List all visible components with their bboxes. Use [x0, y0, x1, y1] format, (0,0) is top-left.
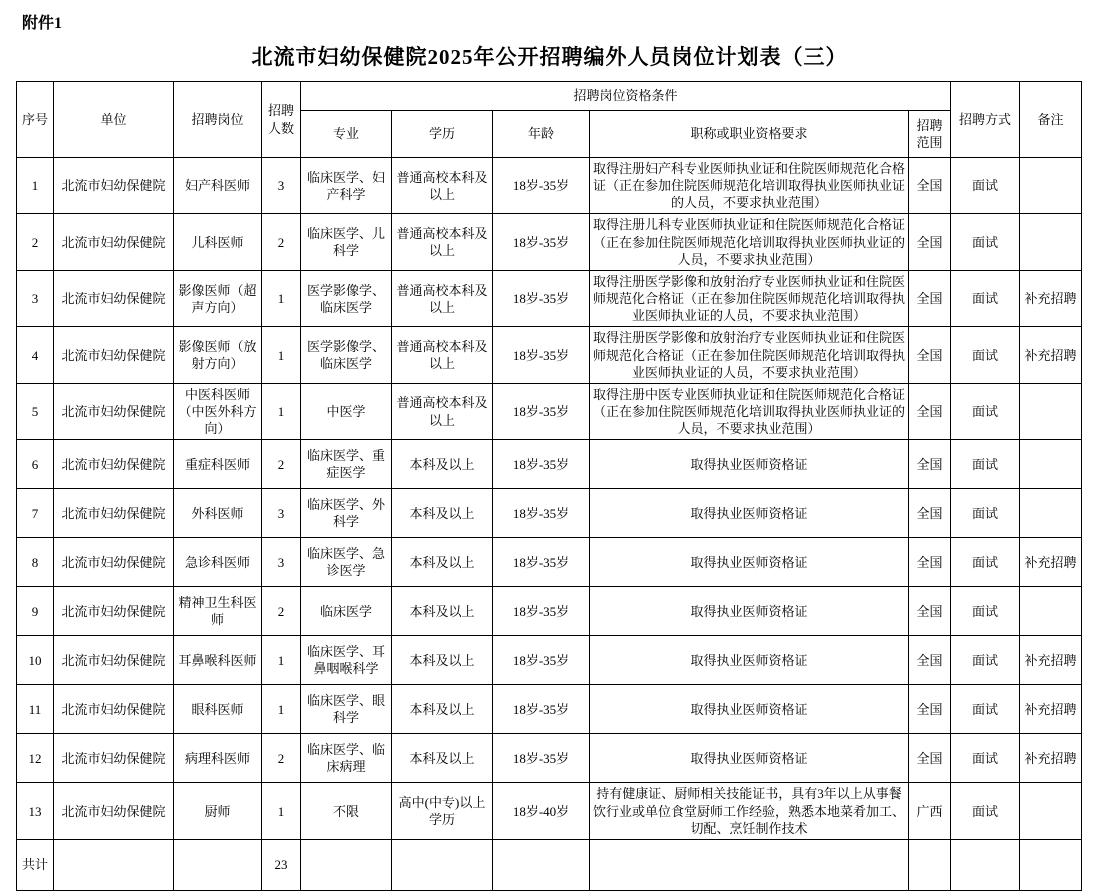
cell-age: 18岁-35岁: [493, 383, 590, 439]
header-row-1: [17, 82, 1082, 111]
cell-remark: 补充招聘: [1020, 636, 1082, 685]
cell-major: 临床医学、眼科学: [301, 685, 392, 734]
cell-remark: [1020, 839, 1082, 890]
cell-seq: 10: [17, 636, 54, 685]
cell-requirement: 取得执业医师资格证: [590, 538, 909, 587]
cell-remark: [1020, 587, 1082, 636]
cell-age: [493, 839, 590, 890]
cell-requirement: 取得执业医师资格证: [590, 734, 909, 783]
cell-education: 普通高校本科及以上: [392, 158, 493, 214]
cell-scope: 广西: [909, 783, 951, 839]
cell-scope: 全国: [909, 685, 951, 734]
table-row: [17, 538, 1082, 587]
cell-requirement: 取得注册中医专业医师执业证和住院医师规范化合格证（正在参加住院医师规范化培训取得执业医师执业证的人员，不要求执业范围）: [590, 383, 909, 439]
cell-remark: 补充招聘: [1020, 327, 1082, 383]
cell-education: 本科及以上: [392, 685, 493, 734]
cell-unit: 北流市妇幼保健院: [54, 685, 174, 734]
table-row: [17, 214, 1082, 270]
cell-unit: 北流市妇幼保健院: [54, 158, 174, 214]
cell-education: [392, 839, 493, 890]
cell-seq: 1: [17, 158, 54, 214]
header-age: 年龄: [493, 111, 590, 158]
cell-post: 影像医师（超声方向）: [174, 270, 262, 326]
header-post: 招聘岗位: [174, 82, 262, 158]
cell-age: 18岁-35岁: [493, 636, 590, 685]
cell-method: 面试: [951, 383, 1020, 439]
cell-requirement: 取得执业医师资格证: [590, 489, 909, 538]
cell-age: 18岁-35岁: [493, 440, 590, 489]
table-row: [17, 158, 1082, 214]
cell-age: 18岁-35岁: [493, 158, 590, 214]
cell-post: 影像医师（放射方向）: [174, 327, 262, 383]
cell-major: 临床医学、妇产科学: [301, 158, 392, 214]
cell-count: 2: [262, 734, 301, 783]
cell-count: 3: [262, 158, 301, 214]
table-row: [17, 270, 1082, 326]
cell-major: 中医学: [301, 383, 392, 439]
cell-requirement: 取得执业医师资格证: [590, 440, 909, 489]
cell-remark: 补充招聘: [1020, 270, 1082, 326]
cell-post: 妇产科医师: [174, 158, 262, 214]
cell-post: 儿科医师: [174, 214, 262, 270]
cell-major: 临床医学、儿科学: [301, 214, 392, 270]
cell-age: 18岁-35岁: [493, 734, 590, 783]
cell-method: 面试: [951, 327, 1020, 383]
header-unit: 单位: [54, 82, 174, 158]
page-title: 北流市妇幼保健院2025年公开招聘编外人员岗位计划表（三）: [251, 45, 848, 69]
cell-remark: [1020, 158, 1082, 214]
cell-major: 临床医学: [301, 587, 392, 636]
cell-post: 病理科医师: [174, 734, 262, 783]
cell-requirement: 取得注册医学影像和放射治疗专业医师执业证和住院医师规范化合格证（正在参加住院医师规范化培训取得执业医师执业证的人员，不要求执业范围）: [590, 270, 909, 326]
cell-scope: 全国: [909, 383, 951, 439]
cell-requirement: 取得执业医师资格证: [590, 636, 909, 685]
cell-count: 1: [262, 383, 301, 439]
cell-unit: 北流市妇幼保健院: [54, 489, 174, 538]
cell-remark: 补充招聘: [1020, 734, 1082, 783]
cell-post: 眼科医师: [174, 685, 262, 734]
cell-method: 面试: [951, 440, 1020, 489]
cell-method: 面试: [951, 783, 1020, 839]
cell-major: 临床医学、重症医学: [301, 440, 392, 489]
cell-seq: 5: [17, 383, 54, 439]
cell-scope: 全国: [909, 538, 951, 587]
cell-seq: 3: [17, 270, 54, 326]
cell-unit: [54, 839, 174, 890]
cell-major: 不限: [301, 783, 392, 839]
cell-education: 本科及以上: [392, 734, 493, 783]
cell-method: [951, 839, 1020, 890]
cell-post: 耳鼻喉科医师: [174, 636, 262, 685]
cell-count: 2: [262, 587, 301, 636]
header-qual-group: 招聘岗位资格条件: [301, 82, 951, 111]
cell-requirement: 取得注册儿科专业医师执业证和住院医师规范化合格证（正在参加住院医师规范化培训取得执业医师执业证的人员，不要求执业范围）: [590, 214, 909, 270]
cell-major: 临床医学、耳鼻咽喉科学: [301, 636, 392, 685]
cell-unit: 北流市妇幼保健院: [54, 538, 174, 587]
cell-major: 医学影像学、临床医学: [301, 270, 392, 326]
cell-education: 普通高校本科及以上: [392, 214, 493, 270]
header-count: 招聘人数: [262, 82, 301, 158]
header-remark: 备注: [1020, 82, 1082, 158]
cell-unit: 北流市妇幼保健院: [54, 270, 174, 326]
cell-post: 外科医师: [174, 489, 262, 538]
cell-age: 18岁-35岁: [493, 327, 590, 383]
cell-education: 本科及以上: [392, 636, 493, 685]
header-major: 专业: [301, 111, 392, 158]
cell-education: 普通高校本科及以上: [392, 270, 493, 326]
table-row: [17, 383, 1082, 439]
cell-education: 本科及以上: [392, 440, 493, 489]
cell-method: 面试: [951, 489, 1020, 538]
cell-age: 18岁-35岁: [493, 685, 590, 734]
cell-age: 18岁-35岁: [493, 587, 590, 636]
cell-seq: 8: [17, 538, 54, 587]
cell-requirement: 取得执业医师资格证: [590, 587, 909, 636]
table-row: [17, 587, 1082, 636]
cell-scope: [909, 839, 951, 890]
cell-scope: 全国: [909, 734, 951, 783]
cell-scope: 全国: [909, 587, 951, 636]
cell-education: 本科及以上: [392, 587, 493, 636]
cell-post: 厨师: [174, 783, 262, 839]
cell-seq: 12: [17, 734, 54, 783]
cell-post: 中医科医师（中医外科方向）: [174, 383, 262, 439]
cell-unit: 北流市妇幼保健院: [54, 636, 174, 685]
cell-education: 本科及以上: [392, 489, 493, 538]
cell-unit: 北流市妇幼保健院: [54, 440, 174, 489]
cell-unit: 北流市妇幼保健院: [54, 587, 174, 636]
cell-age: 18岁-35岁: [493, 489, 590, 538]
header-seq: 序号: [17, 82, 54, 158]
cell-count: 2: [262, 440, 301, 489]
cell-post: [174, 839, 262, 890]
cell-count: 3: [262, 489, 301, 538]
cell-major: 医学影像学、临床医学: [301, 327, 392, 383]
cell-seq: 6: [17, 440, 54, 489]
cell-scope: 全国: [909, 270, 951, 326]
cell-count: 23: [262, 839, 301, 890]
table-row: [17, 636, 1082, 685]
cell-remark: [1020, 383, 1082, 439]
cell-method: 面试: [951, 587, 1020, 636]
cell-remark: 补充招聘: [1020, 685, 1082, 734]
cell-education: 普通高校本科及以上: [392, 383, 493, 439]
cell-method: 面试: [951, 214, 1020, 270]
cell-requirement: 取得注册医学影像和放射治疗专业医师执业证和住院医师规范化合格证（正在参加住院医师规范化培训取得执业医师执业证的人员，不要求执业范围）: [590, 327, 909, 383]
cell-major: [301, 839, 392, 890]
cell-unit: 北流市妇幼保健院: [54, 383, 174, 439]
cell-scope: 全国: [909, 158, 951, 214]
cell-remark: [1020, 214, 1082, 270]
cell-seq: 4: [17, 327, 54, 383]
cell-count: 2: [262, 214, 301, 270]
cell-seq: 13: [17, 783, 54, 839]
cell-unit: 北流市妇幼保健院: [54, 783, 174, 839]
cell-requirement: [590, 839, 909, 890]
table-row: [17, 489, 1082, 538]
cell-age: 18岁-35岁: [493, 214, 590, 270]
cell-count: 1: [262, 636, 301, 685]
cell-post: 急诊科医师: [174, 538, 262, 587]
cell-count: 3: [262, 538, 301, 587]
cell-scope: 全国: [909, 489, 951, 538]
cell-major: 临床医学、外科学: [301, 489, 392, 538]
cell-method: 面试: [951, 636, 1020, 685]
cell-unit: 北流市妇幼保健院: [54, 214, 174, 270]
cell-count: 1: [262, 783, 301, 839]
cell-post: 重症科医师: [174, 440, 262, 489]
header-requirement: 职称或职业资格要求: [590, 111, 909, 158]
cell-seq: 2: [17, 214, 54, 270]
cell-scope: 全国: [909, 636, 951, 685]
cell-seq: 9: [17, 587, 54, 636]
cell-requirement: 持有健康证、厨师相关技能证书，具有3年以上从事餐饮行业或单位食堂厨师工作经验，熟悉本地菜肴加工、切配、烹饪制作技术: [590, 783, 909, 839]
attachment-label: 附件1: [22, 15, 63, 32]
cell-age: 18岁-35岁: [493, 538, 590, 587]
cell-seq: 共计: [17, 839, 54, 890]
table-row: [17, 685, 1082, 734]
cell-remark: [1020, 783, 1082, 839]
cell-count: 1: [262, 685, 301, 734]
cell-unit: 北流市妇幼保健院: [54, 734, 174, 783]
header-education: 学历: [392, 111, 493, 158]
cell-seq: 11: [17, 685, 54, 734]
cell-scope: 全国: [909, 440, 951, 489]
table-row: [17, 734, 1082, 783]
cell-major: 临床医学、急诊医学: [301, 538, 392, 587]
header-scope: 招聘范围: [909, 111, 951, 158]
cell-method: 面试: [951, 158, 1020, 214]
header-method: 招聘方式: [951, 82, 1020, 158]
cell-count: 1: [262, 327, 301, 383]
cell-education: 本科及以上: [392, 538, 493, 587]
job-plan-table: [16, 81, 1082, 891]
cell-age: 18岁-40岁: [493, 783, 590, 839]
table-row: [17, 440, 1082, 489]
cell-count: 1: [262, 270, 301, 326]
cell-requirement: 取得注册妇产科专业医师执业证和住院医师规范化合格证（正在参加住院医师规范化培训取得执业医师执业证的人员，不要求执业范围）: [590, 158, 909, 214]
cell-scope: 全国: [909, 214, 951, 270]
cell-remark: 补充招聘: [1020, 538, 1082, 587]
cell-remark: [1020, 440, 1082, 489]
cell-education: 普通高校本科及以上: [392, 327, 493, 383]
cell-scope: 全国: [909, 327, 951, 383]
cell-requirement: 取得执业医师资格证: [590, 685, 909, 734]
table-row: [17, 327, 1082, 383]
cell-post: 精神卫生科医师: [174, 587, 262, 636]
cell-method: 面试: [951, 685, 1020, 734]
cell-major: 临床医学、临床病理: [301, 734, 392, 783]
cell-education: 高中(中专)以上学历: [392, 783, 493, 839]
cell-method: 面试: [951, 270, 1020, 326]
cell-method: 面试: [951, 538, 1020, 587]
cell-unit: 北流市妇幼保健院: [54, 327, 174, 383]
cell-age: 18岁-35岁: [493, 270, 590, 326]
cell-method: 面试: [951, 734, 1020, 783]
table-row: [17, 783, 1082, 839]
cell-remark: [1020, 489, 1082, 538]
total-row: [17, 839, 1082, 890]
cell-seq: 7: [17, 489, 54, 538]
